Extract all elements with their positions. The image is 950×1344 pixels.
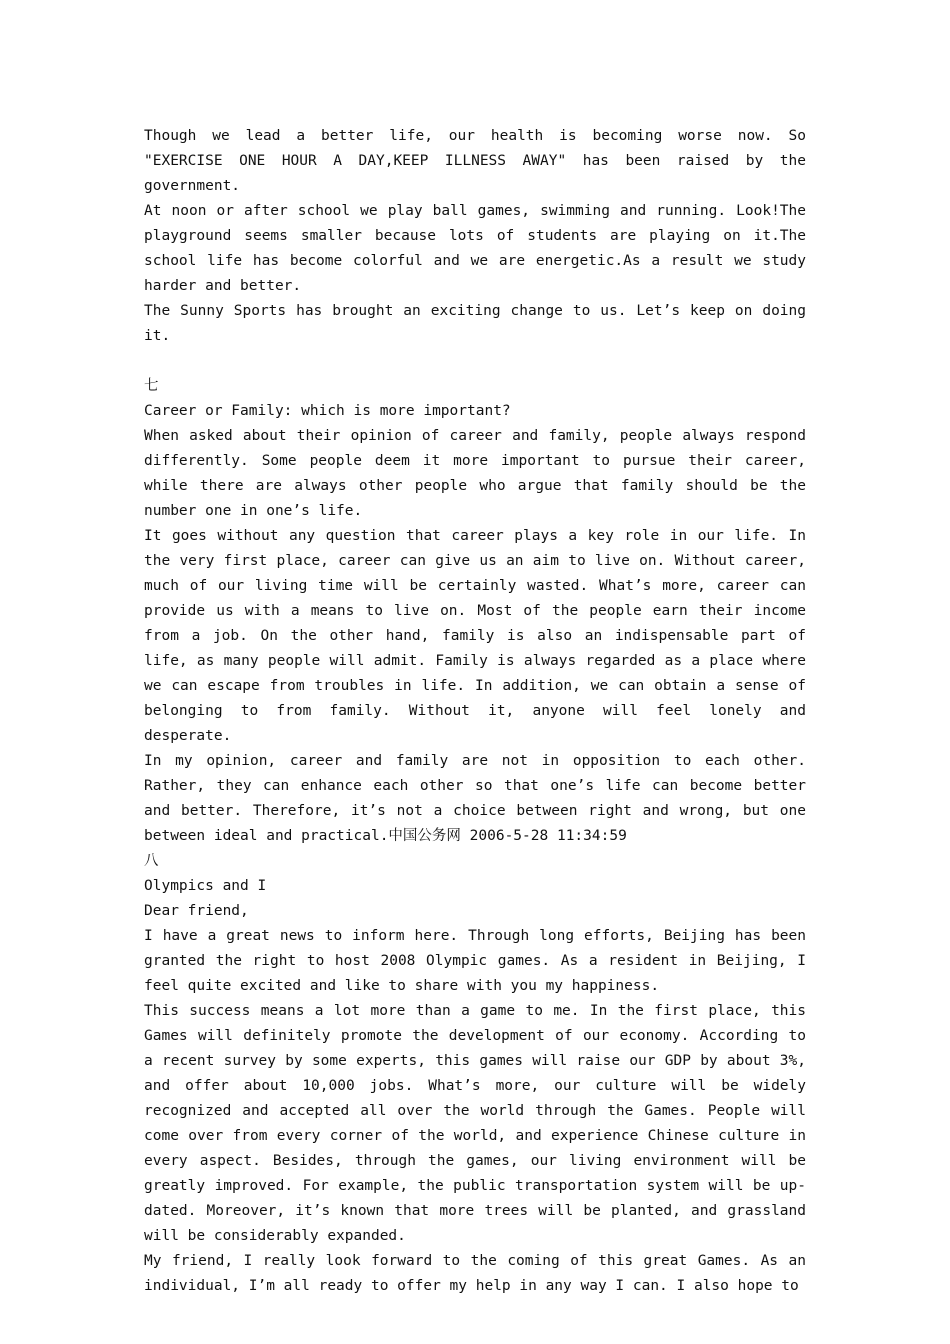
paragraph: Though we lead a better life, our health is becoming worse now. So "EXERCISE ONE HOUR A DAY,KEEP ILLNESS AWAY" has been raised by the government. [144,128,806,194]
paragraph: The Sunny Sports has brought an exciting change to us. Let’s keep on doing it. [144,303,806,344]
section-number: 七 [144,378,159,394]
paragraph: When asked about their opinion of career and family, people always respond differently. Some people deem it more important to pursue their career, while there are always other people who argue that family should be the number one in one’s life. [144,428,806,519]
salutation: Dear friend, [144,903,249,919]
paragraph: My friend, I really look forward to the coming of this great Games. As an individual, I’m all ready to offer my help in any way I can. I also hope to [144,1253,806,1294]
blank-line [144,349,806,374]
paragraph: I have a great news to inform here. Through long efforts, Beijing has been granted the right to host 2008 Olympic games. As a resident in Beijing, I feel quite excited and like to share with you my happiness. [144,928,806,994]
paragraph: At noon or after school we play ball games, swimming and running. Look!The playground seems smaller because lots of students are playing on it.The school life has become colorful and we are energetic.As a result we study harder and better. [144,203,806,294]
section-number: 八 [144,853,159,869]
paragraph: In my opinion, career and family are not in opposition to each other. Rather, they can enhance each other so that one’s life can become better and better. Therefore, it’s not a choice between right and wrong, but one between ideal and practical.中国公务网 2006-5-28 11:34:59 [144,753,806,844]
paragraph: It goes without any question that career plays a key role in our life. In the very first place, career can give us an aim to live on. Without career, much of our living time will be certainly wasted. What’s more, career can provide us with a means to live on. Most of the people earn their income from a job. On the other hand, family is also an indispensable part of life, as many people will admit. Family is always regarded as a place where we can escape from troubles in life. In addition, we can obtain a sense of belonging to from family. Without it, anyone will feel lonely and desperate. [144,528,806,744]
section-title: Career or Family: which is more important? [144,403,511,419]
section-title: Olympics and I [144,878,267,894]
paragraph: This success means a lot more than a game to me. In the first place, this Games will definitely promote the development of our economy. According to a recent survey by some experts, this games will raise our GDP by about 3%, and offer about 10,000 jobs. What’s more, our culture will be widely recognized and accepted all over the world through the Games. People will come over from every corner of the world, and experience Chinese culture in every aspect. Besides, through the games, our living environment will be greatly improved. For example, the public transportation system will be up-dated. Moreover, it’s known that more trees will be planted, and grassland will be considerably expanded. [144,1003,806,1244]
document-page [144,124,806,1299]
